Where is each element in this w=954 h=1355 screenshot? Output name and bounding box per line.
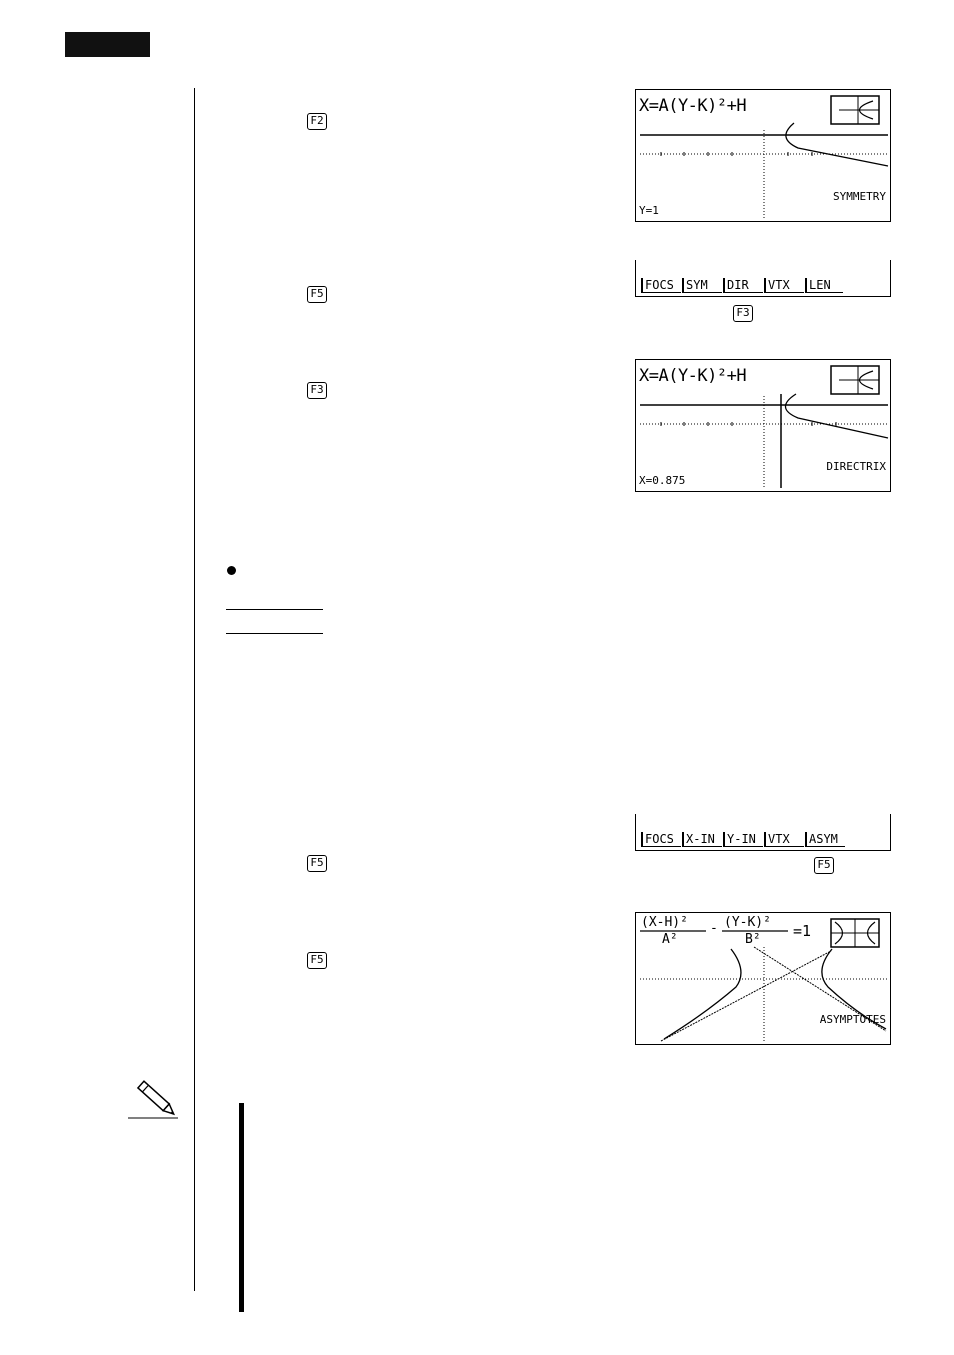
screen-formula: X=A(Y-K)²+H <box>639 366 747 386</box>
hyperbola-thumbnail-icon <box>831 919 879 947</box>
f5-key-icon: F5 <box>307 855 327 872</box>
menu-item-focus[interactable]: FOCS <box>641 278 681 293</box>
menu-item-focus[interactable]: FOCS <box>641 832 681 847</box>
f5-key-icon: F5 <box>307 286 327 303</box>
f2-key-icon: F2 <box>307 113 327 130</box>
calculator-screen-symmetry <box>635 89 891 222</box>
screen-readout: X=0.875 <box>639 474 686 487</box>
note-pencil-icon <box>128 1077 182 1121</box>
page-header-block <box>65 32 150 57</box>
menu-item-vertex[interactable]: VTX <box>764 278 804 293</box>
calculator-screen-directrix <box>635 359 891 492</box>
screen-label: DIRECTRIX <box>826 460 886 473</box>
function-menu-parabola <box>635 260 891 297</box>
menu-item-length[interactable]: LEN <box>805 278 843 293</box>
bullet-icon <box>227 566 236 575</box>
margin-rule <box>194 88 195 1291</box>
menu-item-vertex[interactable]: VTX <box>764 832 804 847</box>
underline-rule <box>226 609 323 610</box>
f3-key-icon: F3 <box>307 382 327 399</box>
note-bar <box>239 1103 244 1312</box>
menu-item-x-intercept[interactable]: X-IN <box>682 832 722 847</box>
formula-minus: - <box>710 921 718 936</box>
parabola-thumbnail-icon <box>831 96 879 124</box>
underline-rule <box>226 633 323 634</box>
screen-readout: Y=1 <box>639 204 659 217</box>
formula-denominator-1: A² <box>662 932 678 947</box>
menu-item-directrix[interactable]: DIR <box>723 278 763 293</box>
screen-formula: X=A(Y-K)²+H <box>639 96 747 116</box>
f3-key-icon: F3 <box>733 305 753 322</box>
menu-item-y-intercept[interactable]: Y-IN <box>723 832 763 847</box>
formula-equals: =1 <box>793 922 812 940</box>
f5-key-icon: F5 <box>307 952 327 969</box>
f5-key-icon: F5 <box>814 857 834 874</box>
screen-label: SYMMETRY <box>833 190 886 203</box>
formula-numerator-1: (X-H)² <box>641 915 688 930</box>
screen-label: ASYMPTOTES <box>819 1013 886 1026</box>
formula-denominator-2: B² <box>745 932 761 947</box>
parabola-thumbnail-icon <box>831 366 879 394</box>
function-menu-hyperbola <box>635 814 891 851</box>
menu-item-asymptote[interactable]: ASYM <box>805 832 845 847</box>
menu-item-symmetry[interactable]: SYM <box>682 278 722 293</box>
calculator-screen-asymptotes <box>635 912 891 1045</box>
formula-numerator-2: (Y-K)² <box>724 915 771 930</box>
